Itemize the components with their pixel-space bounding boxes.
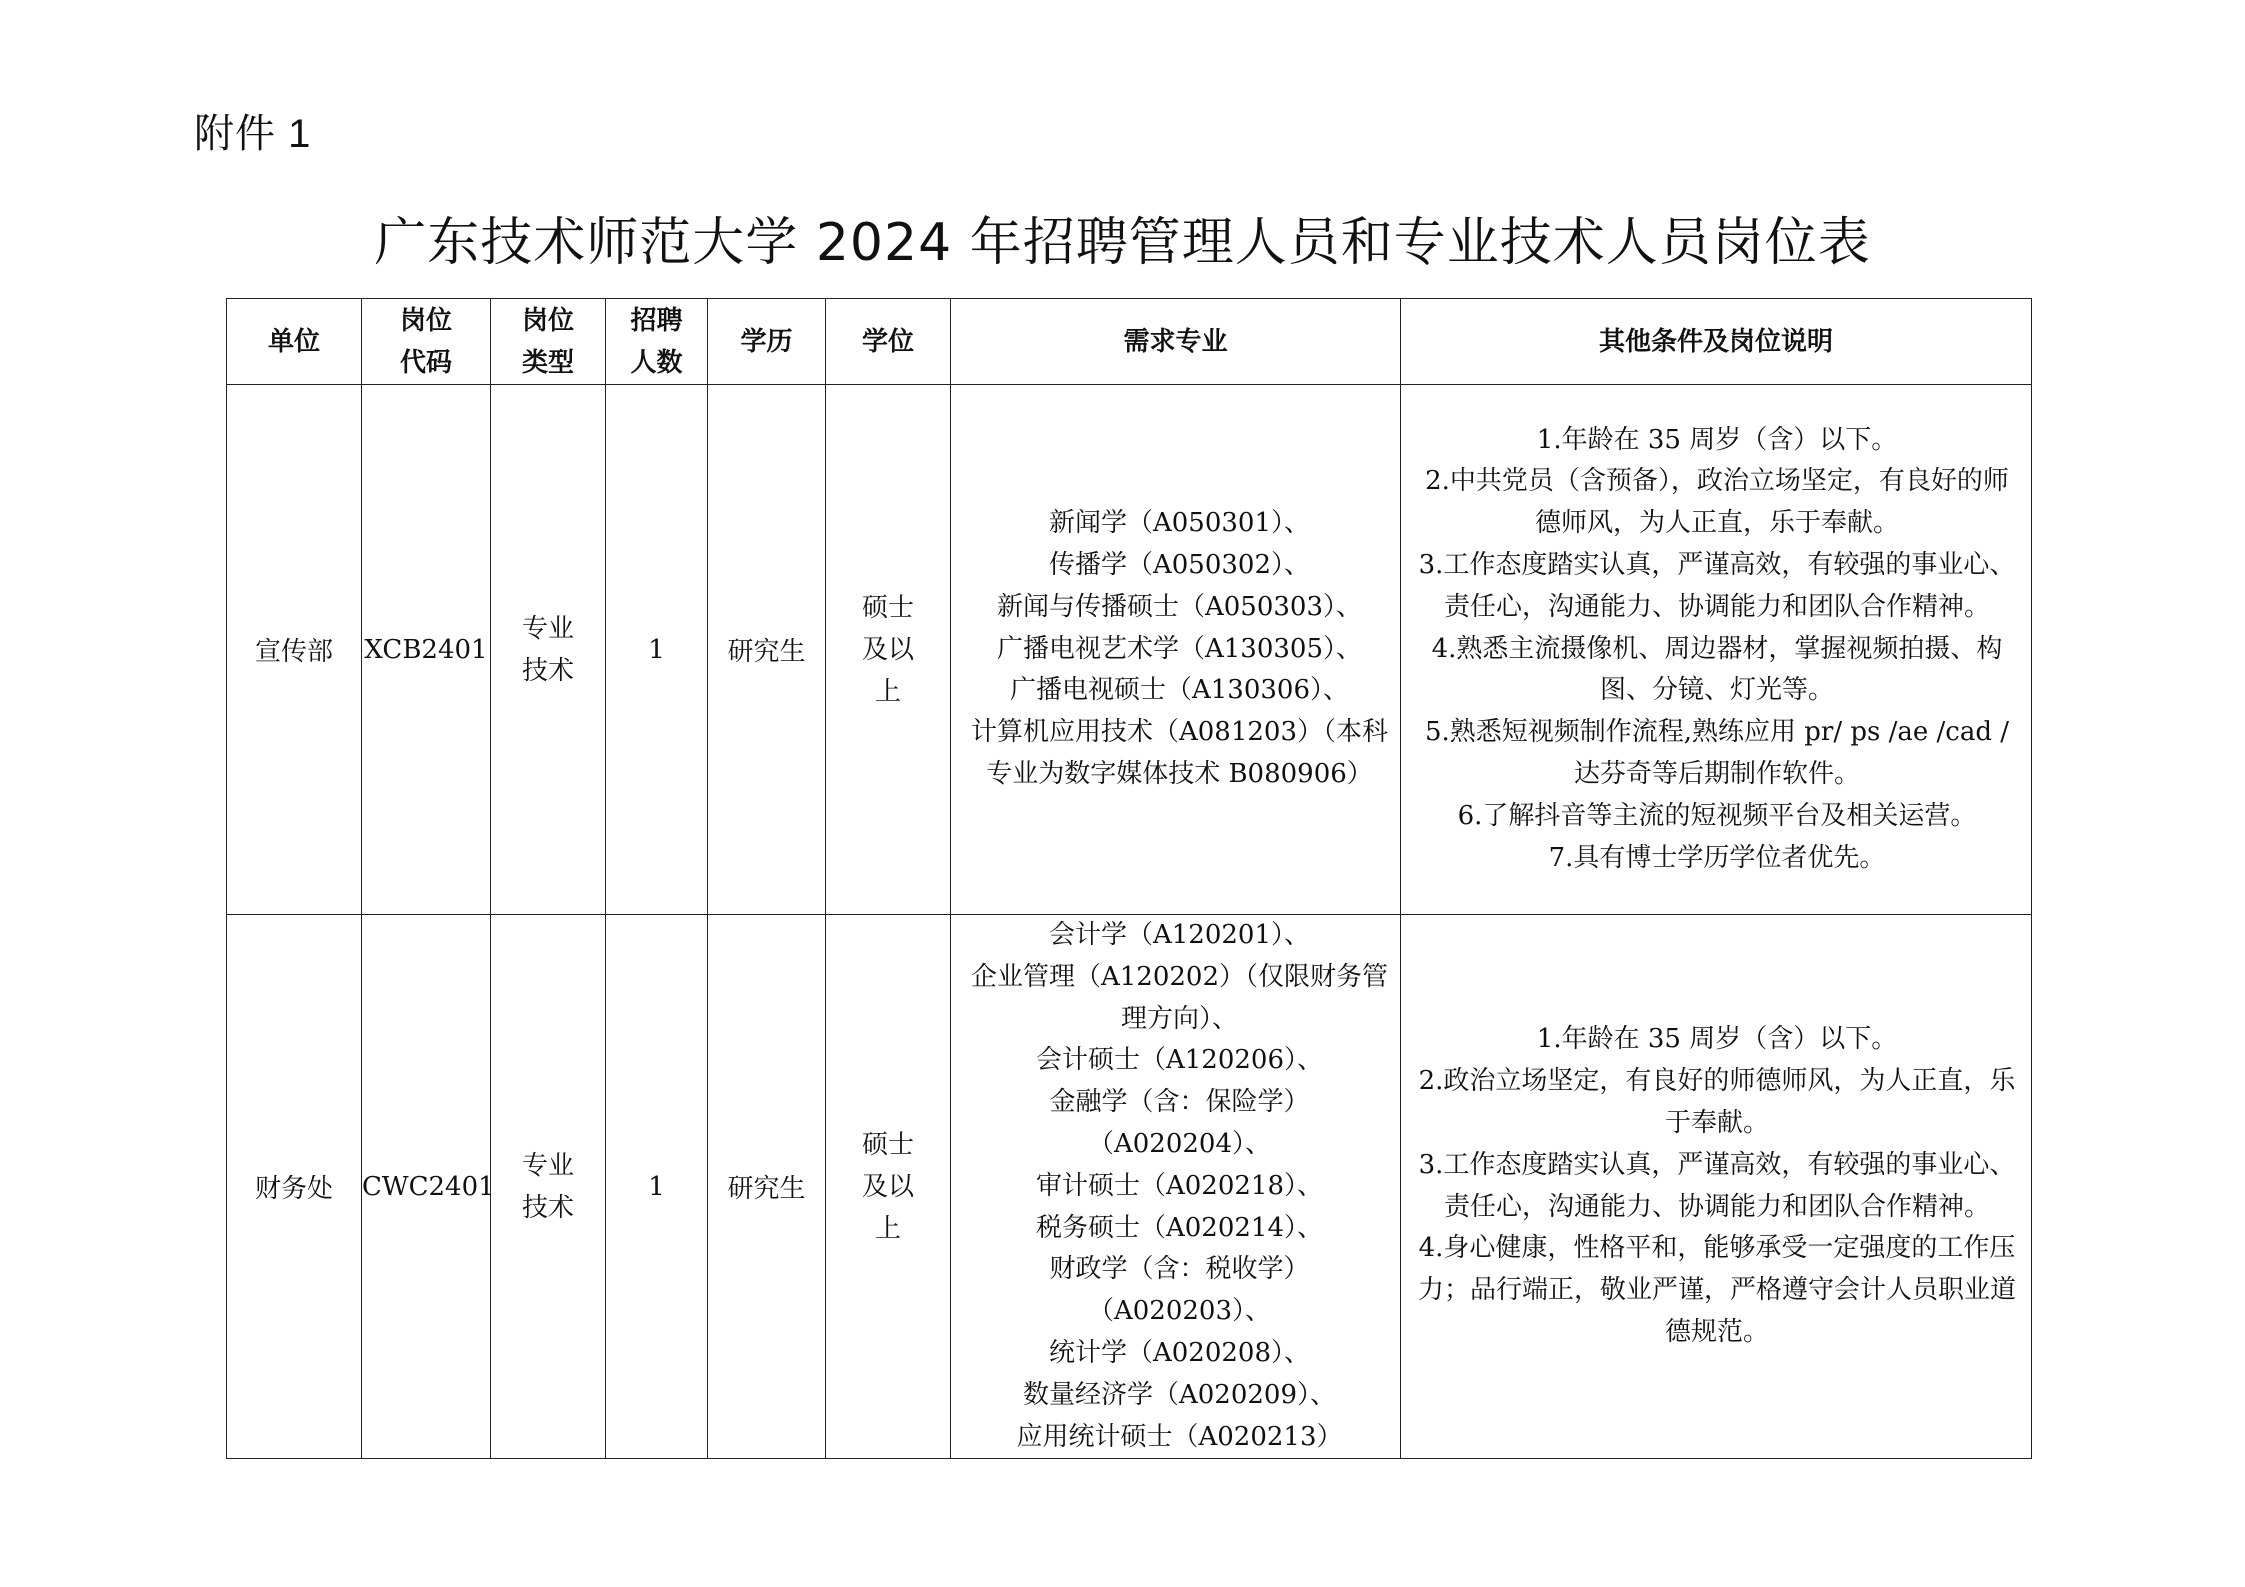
- note-item: 4.身心健康，性格平和，能够承受一定强度的工作压力；品行端正，敬业严谨，严格遵守会计人员职业道德规范。: [1417, 1233, 2016, 1348]
- document-title: 广东技术师范大学 2024 年招聘管理人员和专业技术人员岗位表: [374, 213, 1871, 273]
- major-item: 新闻与传播硕士（A050303）、: [996, 591, 1363, 622]
- cell-unit: 宣传部: [227, 385, 362, 915]
- note-item: 3.工作态度踏实认真，严谨高效，有较强的事业心、责任心，沟通能力、协调能力和团队合作精神。: [1418, 1149, 2016, 1222]
- note-item: 1.年龄在 35 周岁（含）以下。: [1536, 424, 1898, 455]
- header-post-type: 岗位类型: [491, 299, 606, 385]
- header-post-code: 岗位代码: [362, 299, 491, 385]
- cell-post-type: 专业技术: [491, 385, 606, 915]
- header-education: 学历: [708, 299, 826, 385]
- cell-headcount: 1: [606, 385, 708, 915]
- cell-unit: 财务处: [227, 915, 362, 1459]
- note-item: 6.了解抖音等主流的短视频平台及相关运营。: [1457, 800, 1977, 831]
- table-header-row: [227, 299, 2032, 385]
- cell-education: 研究生: [708, 915, 826, 1459]
- cell-headcount: 1: [606, 915, 708, 1459]
- table-row: [227, 915, 2032, 1459]
- cell-post-code: XCB2401: [362, 385, 491, 915]
- note-item: 3.工作态度踏实认真，严谨高效，有较强的事业心、责任心，沟通能力、协调能力和团队合作精神。: [1418, 550, 2016, 622]
- major-item: 金融学（含：保险学）（A020204）、: [1049, 1087, 1310, 1159]
- cell-majors: [951, 915, 1401, 1459]
- header-unit: 单位: [227, 299, 362, 385]
- major-item: 传播学（A050302）、: [1048, 550, 1311, 580]
- major-item: 税务硕士（A020214）、: [1035, 1212, 1324, 1243]
- note-item: 7.具有博士学历学位者优先。: [1548, 842, 1886, 873]
- note-item: 4.熟悉主流摄像机、周边器材，掌握视频拍摄、构图、分镜、灯光等。: [1431, 633, 2003, 706]
- cell-post-code: CWC2401: [362, 915, 491, 1459]
- major-item: 计算机应用技术（A081203）（本科专业为数字媒体技术 B080906）: [970, 717, 1389, 789]
- cell-notes: [1401, 385, 2032, 915]
- major-item: 财政学（含：税收学）（A020203）、: [1049, 1254, 1310, 1327]
- major-item: 广播电视硕士（A130306）、: [1009, 675, 1350, 706]
- note-item: 5.熟悉短视频制作流程,熟练应用 pr/ ps /ae /cad /达芬奇等后期制作软件。: [1424, 717, 2010, 789]
- header-headcount: 招聘人数: [606, 299, 708, 385]
- major-item: 数量经济学（A020209）、: [1022, 1379, 1337, 1410]
- note-item: 2.中共党员（含预备），政治立场坚定，有良好的师德师风，为人正直，乐于奉献。: [1425, 466, 2009, 539]
- major-item: 应用统计硕士（A020213）: [1016, 1421, 1343, 1452]
- cell-education: 研究生: [708, 385, 826, 915]
- major-item: 统计学（A020208）、: [1048, 1337, 1311, 1368]
- header-notes: 其他条件及岗位说明: [1401, 299, 2032, 385]
- positions-table: [226, 298, 2032, 1459]
- header-majors: 需求专业: [951, 299, 1401, 385]
- attachment-label: 附件 1: [194, 112, 312, 156]
- major-item: 企业管理（A120202）（仅限财务管理方向）、: [970, 961, 1389, 1034]
- cell-degree: 硕士及以上: [826, 915, 951, 1459]
- major-item: 广播电视艺术学（A130305）、: [996, 633, 1363, 664]
- header-degree: 学位: [826, 299, 951, 385]
- cell-majors: [951, 385, 1401, 915]
- major-item: 新闻学（A050301）、: [1048, 508, 1311, 539]
- major-item: 会计硕士（A120206）、: [1035, 1045, 1324, 1076]
- major-item: 会计学（A120201）、: [1048, 920, 1311, 950]
- cell-post-type: 专业技术: [491, 915, 606, 1459]
- note-item: 2.政治立场坚定，有良好的师德师风，为人正直，乐于奉献。: [1418, 1066, 2016, 1139]
- table-row: [227, 385, 2032, 915]
- major-item: 审计硕士（A020218）、: [1035, 1170, 1324, 1201]
- note-item: 1.年龄在 35 周岁（含）以下。: [1536, 1024, 1898, 1055]
- cell-degree: 硕士及以上: [826, 385, 951, 915]
- cell-notes: [1401, 915, 2032, 1459]
